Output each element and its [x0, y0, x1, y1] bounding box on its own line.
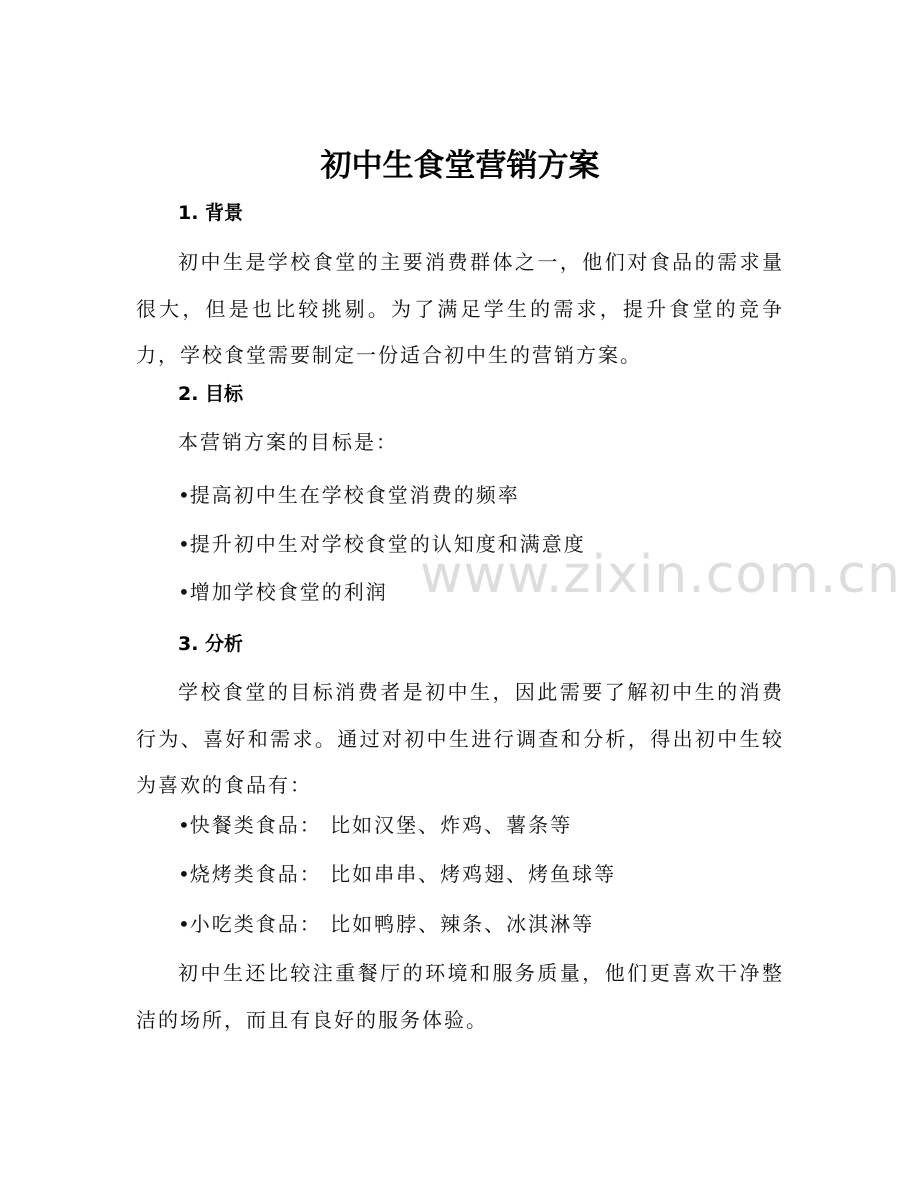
- list-item: [178, 577, 388, 607]
- list-item-text: 提高初中生在学校食堂消费的频率: [189, 483, 520, 507]
- section-heading-goals: 2. 目标: [178, 383, 244, 405]
- watermark: www.zixin.com.cn: [420, 545, 901, 605]
- list-item: [178, 909, 594, 939]
- section-closing-analysis: 初中生还比较注重餐厅的环境和服务质量，他们更喜欢干净整洁的场所，而且有良好的服务体验。: [136, 961, 784, 1032]
- list-item-text: 快餐类食品： 比如汉堡、炸鸡、薯条等: [189, 813, 573, 837]
- section-heading-analysis: 3. 分析: [178, 633, 244, 655]
- bullet-icon: •: [178, 532, 190, 556]
- list-item: [178, 480, 520, 510]
- goals-intro: 本营销方案的目标是：: [178, 430, 398, 454]
- list-item: [178, 859, 616, 889]
- list-item: [178, 810, 572, 840]
- bullet-icon: •: [178, 813, 190, 837]
- document-title: 初中生食堂营销方案: [320, 148, 600, 184]
- list-item-text: 增加学校食堂的利润: [189, 580, 388, 604]
- list-item-text: 提升初中生对学校食堂的认知度和满意度: [189, 532, 586, 556]
- bullet-icon: •: [178, 862, 190, 886]
- bullet-icon: •: [178, 912, 190, 936]
- section-heading-background: 1. 背景: [178, 202, 244, 224]
- list-item-text: 小吃类食品： 比如鸭脖、辣条、冰淇淋等: [189, 912, 595, 936]
- section-paragraph-background: 初中生是学校食堂的主要消费群体之一，他们对食品的需求量很大，但是也比较挑剔。为了满足学生的需求，提升食堂的竞争力，学校食堂需要制定一份适合初中生的营销方案。: [136, 250, 784, 367]
- section-paragraph-analysis: 学校食堂的目标消费者是初中生，因此需要了解初中生的消费行为、喜好和需求。通过对初中生进行调查和分析，得出初中生较为喜欢的食品有：: [136, 680, 784, 797]
- list-item-text: 烧烤类食品： 比如串串、烤鸡翅、烤鱼球等: [189, 862, 617, 886]
- bullet-icon: •: [178, 580, 190, 604]
- bullet-icon: •: [178, 483, 190, 507]
